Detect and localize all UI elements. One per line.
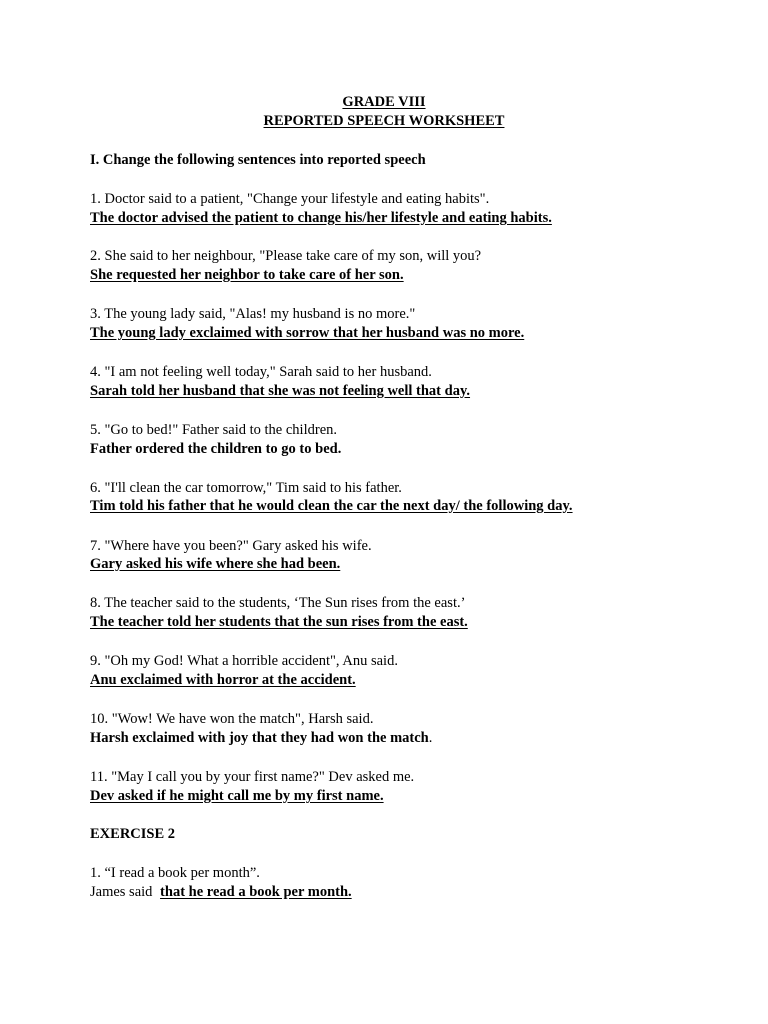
answer-1: The doctor advised the patient to change his/her lifestyle and eating habits.	[90, 210, 552, 226]
answer-10-line	[90, 729, 432, 747]
exercise-2-question-1: 1. “I read a book per month”.	[90, 865, 260, 881]
question-7: 7. "Where have you been?" Gary asked his wife.	[90, 538, 372, 554]
exercise-2-answer-1: that he read a book per month.	[160, 884, 352, 900]
answer-10-suffix: .	[428, 730, 433, 746]
answer-5: Father ordered the children to go to bed.	[90, 441, 342, 457]
exercise-2-heading: EXERCISE 2	[90, 826, 176, 842]
answer-8: The teacher told her students that the sun rises from the east.	[90, 614, 468, 630]
answer-3: The young lady exclaimed with sorrow that her husband was no more.	[90, 325, 525, 341]
answer-11: Dev asked if he might call me by my first name.	[90, 788, 384, 804]
answer-10: Harsh exclaimed with joy that they had won the match	[90, 730, 429, 746]
answer-4: Sarah told her husband that she was not feeling well that day.	[90, 383, 471, 399]
grade-heading: GRADE VIII	[342, 94, 426, 110]
answer-2: She requested her neighbor to take care of her son.	[90, 267, 404, 283]
exercise-2-answer-1-line	[90, 883, 352, 901]
exercise-2-answer-1-prefix: James said	[90, 884, 157, 900]
question-9: 9. "Oh my God! What a horrible accident", Anu said.	[90, 653, 398, 669]
question-5: 5. "Go to bed!" Father said to the children.	[90, 422, 338, 438]
question-6: 6. "I'll clean the car tomorrow," Tim said to his father.	[90, 480, 402, 496]
worksheet-title: REPORTED SPEECH WORKSHEET	[263, 113, 505, 129]
answer-6: Tim told his father that he would clean the car the next day/ the following day.	[90, 498, 573, 514]
answer-9: Anu exclaimed with horror at the accident.	[90, 672, 356, 688]
question-2: 2. She said to her neighbour, "Please take care of my son, will you?	[90, 248, 482, 264]
section1-instruction: I. Change the following sentences into reported speech	[90, 152, 426, 168]
question-4: 4. "I am not feeling well today," Sarah said to her husband.	[90, 364, 432, 380]
question-1: 1. Doctor said to a patient, "Change your lifestyle and eating habits".	[90, 191, 490, 207]
question-11: 11. "May I call you by your first name?" Dev asked me.	[90, 769, 415, 785]
question-10: 10. "Wow! We have won the match", Harsh said.	[90, 711, 374, 727]
question-3: 3. The young lady said, "Alas! my husband is no more."	[90, 306, 416, 322]
answer-7: Gary asked his wife where she had been.	[90, 556, 341, 572]
question-8: 8. The teacher said to the students, ‘The Sun rises from the east.’	[90, 595, 466, 611]
